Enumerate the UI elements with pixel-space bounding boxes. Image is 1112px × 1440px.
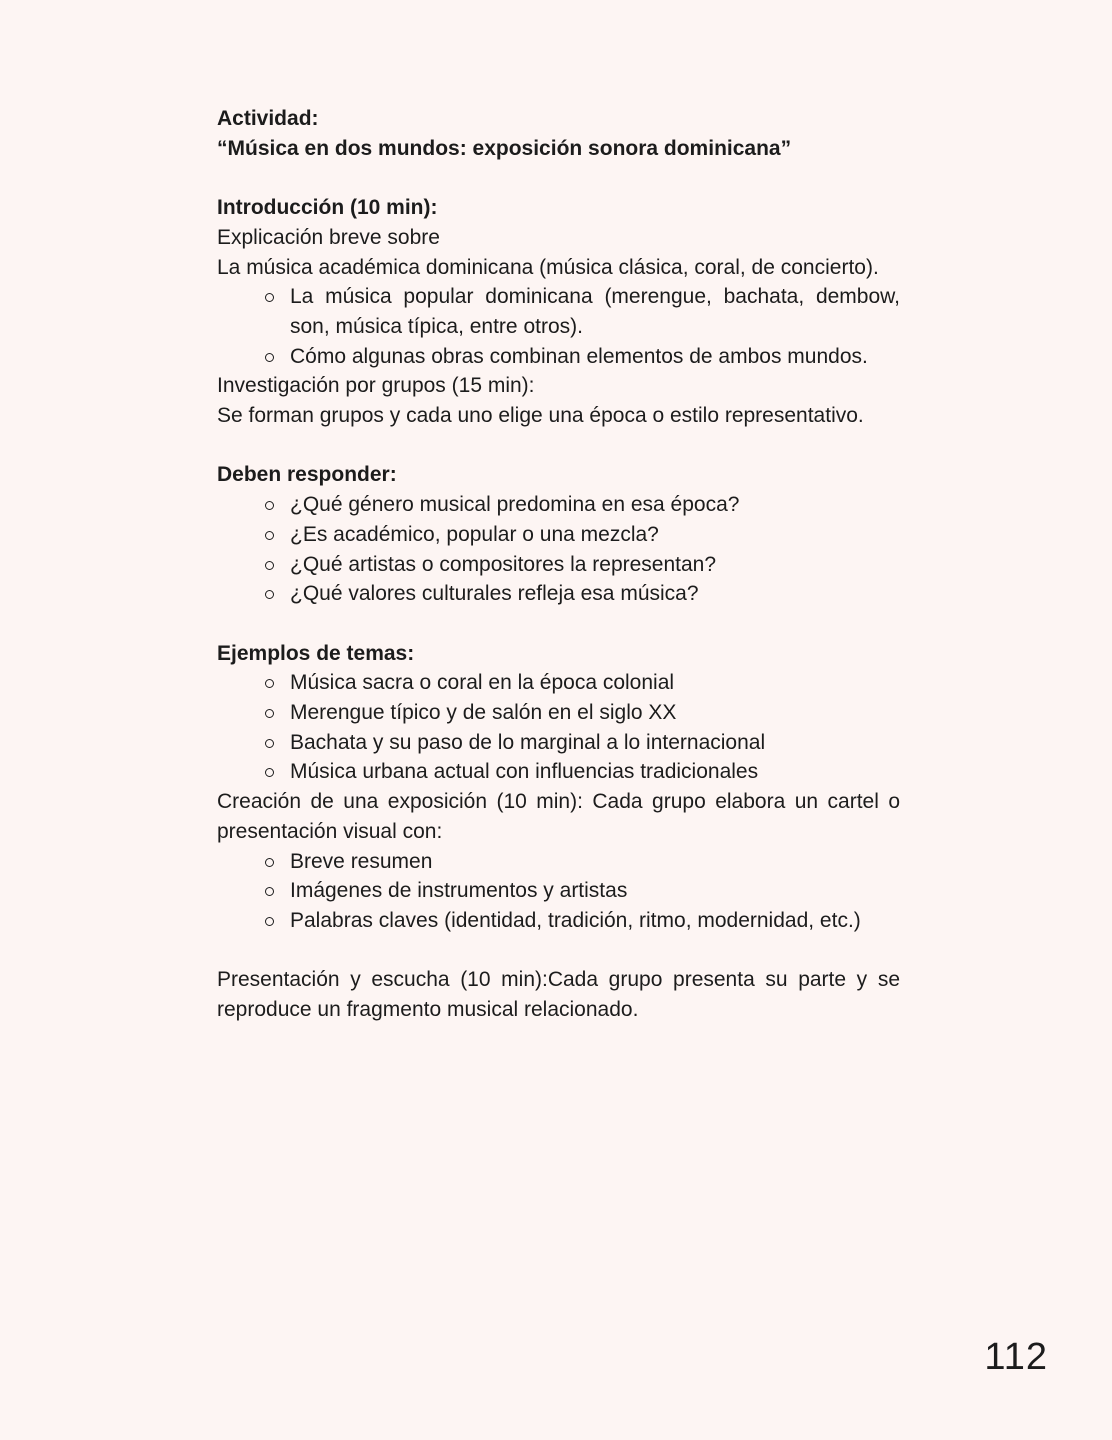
hollow-circle-bullet-icon: [265, 679, 274, 688]
list-item: [217, 906, 900, 936]
list-item-text: Cómo algunas obras combinan elementos de ambos mundos.: [290, 344, 868, 368]
hollow-circle-bullet-icon: [265, 293, 274, 302]
hollow-circle-bullet-icon: [265, 768, 274, 777]
list-item: [217, 668, 900, 698]
list-item-text: Breve resumen: [290, 849, 433, 873]
activity-label: Actividad:: [217, 107, 319, 130]
list-item-text: ¿Qué artistas o compositores la representan?: [290, 552, 717, 576]
page-content: [217, 104, 900, 1025]
examples-bullets: [217, 668, 900, 787]
list-item-text: ¿Es académico, popular o una mezcla?: [290, 522, 659, 546]
list-item-text: ¿Qué valores culturales refleja esa música?: [290, 582, 699, 606]
hollow-circle-bullet-icon: [265, 739, 274, 748]
list-item-text: ¿Qué género musical predomina en esa época?: [290, 493, 740, 517]
hollow-circle-bullet-icon: [265, 561, 274, 570]
list-item: [217, 757, 900, 787]
page-number: 112: [984, 1336, 1048, 1378]
list-item: [217, 282, 900, 341]
list-item-text: La música popular dominicana (merengue, bachata, dembow, son, música típica, entre otros).: [290, 285, 900, 338]
research-heading: Investigación por grupos (15 min):: [217, 374, 535, 398]
activity-title: “Música en dos mundos: exposición sonora dominicana”: [217, 136, 792, 160]
list-item-text: Imágenes de instrumentos y artistas: [290, 879, 628, 903]
list-item: [217, 342, 900, 372]
hollow-circle-bullet-icon: [265, 858, 274, 867]
exhibition-bullets: [217, 847, 900, 936]
spacer: [217, 936, 900, 966]
list-item: [217, 550, 900, 580]
questions-heading: Deben responder:: [217, 463, 397, 487]
list-item: [217, 490, 900, 520]
spacer: [217, 609, 900, 639]
list-item: [217, 876, 900, 906]
spacer: [217, 163, 900, 193]
examples-heading: Ejemplos de temas:: [217, 641, 415, 665]
list-item-text: Música sacra o coral en la época colonial: [290, 671, 675, 695]
exhibition-paragraph: Creación de una exposición (10 min): Cada grupo elabora un cartel o presentación visual con:: [217, 790, 900, 843]
hollow-circle-bullet-icon: [265, 917, 274, 926]
hollow-circle-bullet-icon: [265, 353, 274, 362]
hollow-circle-bullet-icon: [265, 531, 274, 540]
list-item-text: Palabras claves (identidad, tradición, ritmo, modernidad, etc.): [290, 908, 861, 932]
list-item: [217, 728, 900, 758]
introduction-paragraph: La música académica dominicana (música clásica, coral, de concierto).: [217, 255, 879, 279]
introduction-lead: Explicación breve sobre: [217, 225, 440, 249]
introduction-bullets: [217, 282, 900, 371]
list-item-text: Música urbana actual con influencias tradicionales: [290, 760, 759, 784]
list-item: [217, 698, 900, 728]
list-item: [217, 520, 900, 550]
hollow-circle-bullet-icon: [265, 501, 274, 510]
introduction-heading: Introducción (10 min):: [217, 196, 438, 220]
hollow-circle-bullet-icon: [265, 887, 274, 896]
list-item-text: Bachata y su paso de lo marginal a lo internacional: [290, 730, 766, 754]
hollow-circle-bullet-icon: [265, 590, 274, 599]
spacer: [217, 431, 900, 461]
list-item: [217, 847, 900, 877]
list-item: [217, 579, 900, 609]
research-paragraph: Se forman grupos y cada uno elige una época o estilo representativo.: [217, 404, 864, 428]
presentation-paragraph: Presentación y escucha (10 min):Cada grupo presenta su parte y se reproduce un fragmento musical relacionado.: [217, 968, 900, 1022]
questions-bullets: [217, 490, 900, 609]
hollow-circle-bullet-icon: [265, 709, 274, 718]
list-item-text: Merengue típico y de salón en el siglo XX: [290, 701, 677, 725]
